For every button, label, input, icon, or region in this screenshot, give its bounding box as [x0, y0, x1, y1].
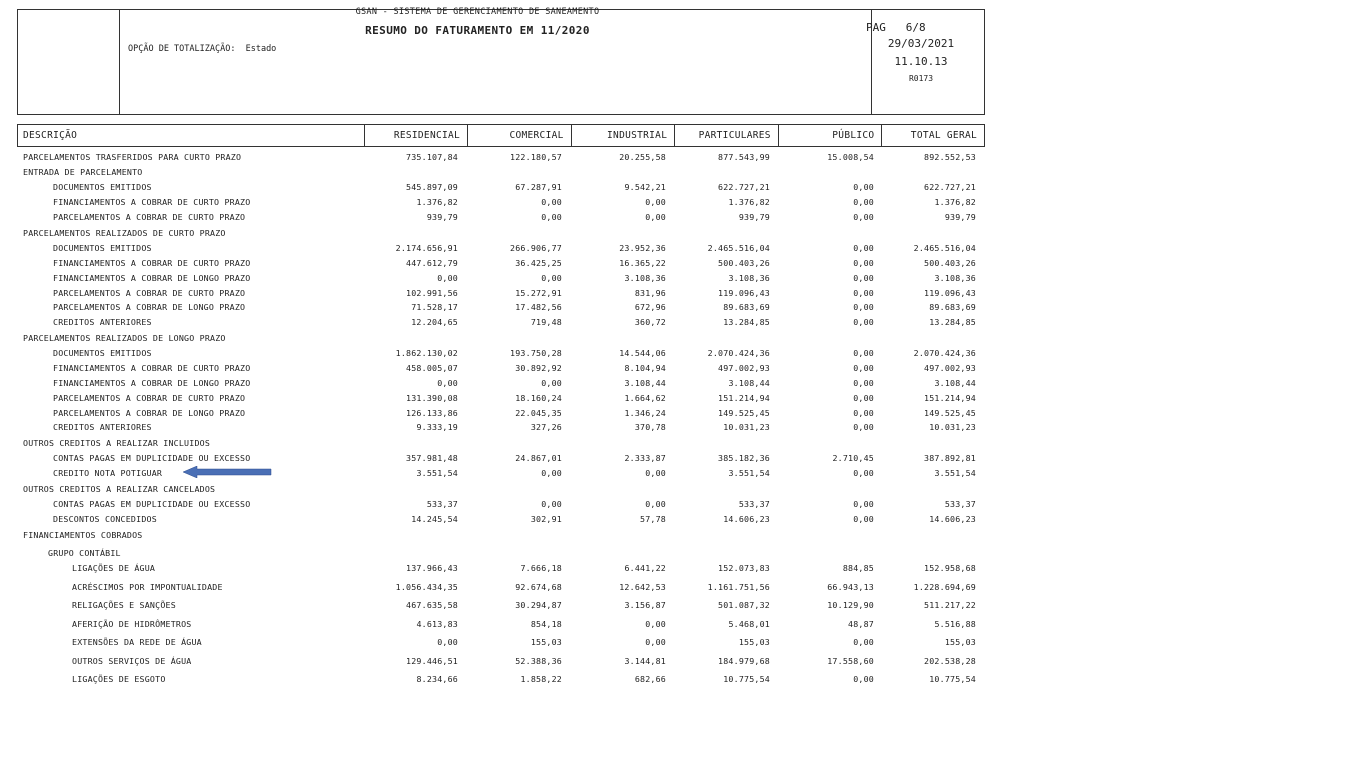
row-value: 14.245,54 — [411, 514, 458, 524]
row-value: 67.287,91 — [515, 182, 562, 192]
row-description: ENTRADA DE PARCELAMENTO — [23, 167, 143, 177]
table-header — [17, 124, 985, 147]
row-value: 3.108,36 — [934, 273, 976, 283]
row-value: 892.552,53 — [924, 152, 976, 162]
table-row — [17, 547, 985, 560]
row-value: 155,03 — [530, 637, 562, 647]
table-row — [17, 377, 985, 390]
table-row — [17, 151, 985, 164]
row-value: 0,00 — [853, 499, 874, 509]
row-value: 3.144,81 — [624, 656, 666, 666]
row-value: 89.683,69 — [929, 302, 976, 312]
row-value: 0,00 — [645, 499, 666, 509]
row-value: 0,00 — [853, 378, 874, 388]
row-value: 266.906,77 — [510, 243, 562, 253]
row-value: 119.096,43 — [718, 288, 770, 298]
row-description: CREDITO NOTA POTIGUAR — [53, 468, 163, 478]
row-description: AFERIÇÃO DE HIDRÔMETROS — [72, 619, 192, 629]
row-value: 0,00 — [853, 273, 874, 283]
row-value: 0,00 — [853, 182, 874, 192]
table-row — [17, 227, 985, 240]
totalization-option — [128, 44, 276, 54]
row-value: 151.214,94 — [718, 393, 770, 403]
row-description: DOCUMENTOS EMITIDOS — [53, 348, 152, 358]
table-row — [17, 655, 985, 668]
row-description: CONTAS PAGAS EM DUPLICIDADE OU EXCESSO — [53, 453, 251, 463]
row-value: 2.333,87 — [624, 453, 666, 463]
row-value: 36.425,25 — [515, 258, 562, 268]
table-row — [17, 407, 985, 420]
row-value: 10.031,23 — [723, 422, 770, 432]
row-value: 0,00 — [853, 408, 874, 418]
row-value: 22.045,35 — [515, 408, 562, 418]
row-value: 1.346,24 — [624, 408, 666, 418]
row-value: 71.528,17 — [411, 302, 458, 312]
row-value: 24.867,01 — [515, 453, 562, 463]
row-value: 57,78 — [640, 514, 666, 524]
col-descricao: DESCRIÇÃO — [23, 130, 78, 141]
row-value: 385.182,36 — [718, 453, 770, 463]
row-value: 467.635,58 — [406, 600, 458, 610]
row-value: 23.952,36 — [619, 243, 666, 253]
row-value: 854,18 — [530, 619, 562, 629]
row-description: OUTROS SERVIÇOS DE ÁGUA — [72, 656, 192, 666]
row-value: 533,37 — [426, 499, 458, 509]
report-date: 29/03/2021 — [887, 37, 955, 50]
row-value: 3.108,44 — [728, 378, 770, 388]
row-value: 0,00 — [853, 348, 874, 358]
row-description: FINANCIAMENTOS COBRADOS — [23, 530, 143, 540]
table-row — [17, 599, 985, 612]
row-description: PARCELAMENTOS A COBRAR DE CURTO PRAZO — [53, 393, 246, 403]
row-value: 48,87 — [848, 619, 874, 629]
col-total-geral: TOTAL GERAL — [881, 125, 984, 146]
row-value: 0,00 — [541, 378, 562, 388]
row-description: CONTAS PAGAS EM DUPLICIDADE OU EXCESSO — [53, 499, 251, 509]
row-value: 2.710,45 — [832, 453, 874, 463]
col-residencial: RESIDENCIAL — [364, 125, 467, 146]
row-value: 13.284,85 — [929, 317, 976, 327]
table-row — [17, 196, 985, 209]
table-row — [17, 498, 985, 511]
row-value: 20.255,58 — [619, 152, 666, 162]
row-value: 0,00 — [853, 258, 874, 268]
row-value: 30.294,87 — [515, 600, 562, 610]
row-value: 1.228.694,69 — [913, 582, 976, 592]
row-value: 0,00 — [437, 637, 458, 647]
row-description: FINANCIAMENTOS A COBRAR DE CURTO PRAZO — [53, 258, 251, 268]
row-value: 149.525,45 — [718, 408, 770, 418]
row-value: 0,00 — [645, 637, 666, 647]
row-value: 18.160,24 — [515, 393, 562, 403]
table-row — [17, 347, 985, 360]
row-value: 15.008,54 — [827, 152, 874, 162]
col-comercial: COMERCIAL — [467, 125, 571, 146]
table-row — [17, 272, 985, 285]
row-value: 6.441,22 — [624, 563, 666, 573]
table-row — [17, 581, 985, 594]
row-value: 0,00 — [853, 393, 874, 403]
row-description: CREDITOS ANTERIORES — [53, 317, 152, 327]
row-value: 126.133,86 — [406, 408, 458, 418]
row-value: 511.217,22 — [924, 600, 976, 610]
row-description: FINANCIAMENTOS A COBRAR DE CURTO PRAZO — [53, 197, 251, 207]
row-description: GRUPO CONTÁBIL — [48, 548, 121, 558]
row-value: 622.727,21 — [924, 182, 976, 192]
table-row — [17, 636, 985, 649]
row-value: 7.666,18 — [520, 563, 562, 573]
row-description: PARCELAMENTOS A COBRAR DE CURTO PRAZO — [53, 212, 246, 222]
row-value: 0,00 — [853, 302, 874, 312]
arrow-left-icon — [183, 466, 273, 478]
row-value: 1.376,82 — [416, 197, 458, 207]
row-value: 0,00 — [853, 422, 874, 432]
row-value: 1.376,82 — [934, 197, 976, 207]
table-row — [17, 467, 985, 480]
row-value: 719,48 — [530, 317, 562, 327]
row-description: PARCELAMENTOS REALIZADOS DE LONGO PRAZO — [23, 333, 226, 343]
table-row — [17, 316, 985, 329]
row-value: 131.390,08 — [406, 393, 458, 403]
row-description: PARCELAMENTOS TRASFERIDOS PARA CURTO PRAZO — [23, 152, 242, 162]
row-value: 0,00 — [541, 212, 562, 222]
table-row — [17, 513, 985, 526]
row-description: ACRÉSCIMOS POR IMPONTUALIDADE — [72, 582, 223, 592]
row-value: 387.892,81 — [924, 453, 976, 463]
table-row — [17, 483, 985, 496]
row-value: 2.174.656,91 — [395, 243, 458, 253]
row-description: CREDITOS ANTERIORES — [53, 422, 152, 432]
row-value: 0,00 — [645, 619, 666, 629]
row-value: 360,72 — [634, 317, 666, 327]
row-value: 939,79 — [738, 212, 770, 222]
row-value: 9.333,19 — [416, 422, 458, 432]
row-value: 14.544,06 — [619, 348, 666, 358]
row-value: 0,00 — [853, 288, 874, 298]
table-row — [17, 392, 985, 405]
row-value: 10.775,54 — [929, 674, 976, 684]
table-row — [17, 618, 985, 631]
row-value: 2.070.424,36 — [913, 348, 976, 358]
row-value: 12.642,53 — [619, 582, 666, 592]
row-description: OUTROS CREDITOS A REALIZAR CANCELADOS — [23, 484, 216, 494]
row-value: 370,78 — [634, 422, 666, 432]
table-row — [17, 421, 985, 434]
row-value: 327,26 — [530, 422, 562, 432]
row-value: 0,00 — [645, 468, 666, 478]
option-label: OPÇÃO DE TOTALIZAÇÃO: — [128, 44, 236, 54]
row-value: 0,00 — [645, 212, 666, 222]
row-value: 0,00 — [853, 212, 874, 222]
col-particulares: PARTICULARES — [674, 125, 778, 146]
row-value: 1.376,82 — [728, 197, 770, 207]
col-publico: PÚBLICO — [778, 125, 882, 146]
row-value: 497.002,93 — [924, 363, 976, 373]
row-value: 622.727,21 — [718, 182, 770, 192]
row-value: 184.979,68 — [718, 656, 770, 666]
table-row — [17, 211, 985, 224]
row-description: FINANCIAMENTOS A COBRAR DE CURTO PRAZO — [53, 363, 251, 373]
row-value: 533,37 — [944, 499, 976, 509]
row-description: PARCELAMENTOS A COBRAR DE CURTO PRAZO — [53, 288, 246, 298]
table-row — [17, 437, 985, 450]
col-industrial: INDUSTRIAL — [571, 125, 675, 146]
row-value: 0,00 — [853, 514, 874, 524]
row-value: 357.981,48 — [406, 453, 458, 463]
row-value: 155,03 — [944, 637, 976, 647]
row-value: 0,00 — [437, 273, 458, 283]
row-value: 8.234,66 — [416, 674, 458, 684]
row-value: 16.365,22 — [619, 258, 666, 268]
row-value: 877.543,99 — [718, 152, 770, 162]
row-description: FINANCIAMENTOS A COBRAR DE LONGO PRAZO — [53, 273, 251, 283]
row-value: 939,79 — [426, 212, 458, 222]
report-time: 11.10.13 — [894, 55, 948, 68]
row-value: 458.005,07 — [406, 363, 458, 373]
row-value: 151.214,94 — [924, 393, 976, 403]
table-row — [17, 362, 985, 375]
table-row — [17, 287, 985, 300]
row-value: 119.096,43 — [924, 288, 976, 298]
row-value: 0,00 — [645, 197, 666, 207]
row-value: 447.612,79 — [406, 258, 458, 268]
row-value: 15.272,91 — [515, 288, 562, 298]
row-value: 545.897,09 — [406, 182, 458, 192]
table-row — [17, 673, 985, 686]
row-description: PARCELAMENTOS A COBRAR DE LONGO PRAZO — [53, 408, 246, 418]
row-value: 0,00 — [853, 243, 874, 253]
row-value: 302,91 — [530, 514, 562, 524]
row-value: 152.073,83 — [718, 563, 770, 573]
row-value: 5.516,88 — [934, 619, 976, 629]
table-row — [17, 332, 985, 345]
row-value: 939,79 — [944, 212, 976, 222]
row-value: 1.862.130,02 — [395, 348, 458, 358]
row-value: 1.664,62 — [624, 393, 666, 403]
row-value: 0,00 — [437, 378, 458, 388]
row-value: 3.108,36 — [728, 273, 770, 283]
row-value: 14.606,23 — [723, 514, 770, 524]
row-value: 0,00 — [853, 637, 874, 647]
row-description: RELIGAÇÕES E SANÇÕES — [72, 600, 176, 610]
row-value: 500.403,26 — [924, 258, 976, 268]
row-value: 152.958,68 — [924, 563, 976, 573]
row-value: 0,00 — [541, 197, 562, 207]
row-value: 14.606,23 — [929, 514, 976, 524]
table-row — [17, 181, 985, 194]
row-value: 0,00 — [541, 273, 562, 283]
row-value: 149.525,45 — [924, 408, 976, 418]
row-value: 89.683,69 — [723, 302, 770, 312]
report-title: RESUMO DO FATURAMENTO EM 11/2020 — [365, 24, 590, 37]
row-value: 497.002,93 — [718, 363, 770, 373]
row-value: 3.551,54 — [416, 468, 458, 478]
row-value: 3.108,44 — [624, 378, 666, 388]
page-number: PAG 6/8 — [866, 21, 926, 34]
row-value: 92.674,68 — [515, 582, 562, 592]
row-value: 3.156,87 — [624, 600, 666, 610]
row-value: 3.108,44 — [934, 378, 976, 388]
row-value: 2.465.516,04 — [707, 243, 770, 253]
row-description: OUTROS CREDITOS A REALIZAR INCLUIDOS — [23, 438, 211, 448]
table-row — [17, 529, 985, 542]
row-value: 17.482,56 — [515, 302, 562, 312]
row-value: 202.538,28 — [924, 656, 976, 666]
row-description: EXTENSÕES DA REDE DE ÁGUA — [72, 637, 202, 647]
row-value: 2.465.516,04 — [913, 243, 976, 253]
row-description: FINANCIAMENTOS A COBRAR DE LONGO PRAZO — [53, 378, 251, 388]
row-value: 9.542,21 — [624, 182, 666, 192]
row-value: 0,00 — [853, 363, 874, 373]
row-value: 193.750,28 — [510, 348, 562, 358]
row-value: 10.031,23 — [929, 422, 976, 432]
row-description: DOCUMENTOS EMITIDOS — [53, 243, 152, 253]
row-value: 1.056.434,35 — [395, 582, 458, 592]
row-description: LIGAÇÕES DE ÁGUA — [72, 563, 156, 573]
row-value: 1.858,22 — [520, 674, 562, 684]
row-value: 3.551,54 — [934, 468, 976, 478]
row-value: 17.558,60 — [827, 656, 874, 666]
row-description: PARCELAMENTOS A COBRAR DE LONGO PRAZO — [53, 302, 246, 312]
table-row — [17, 257, 985, 270]
table-row — [17, 562, 985, 575]
row-value: 30.892,92 — [515, 363, 562, 373]
row-value: 129.446,51 — [406, 656, 458, 666]
report-code: R0173 — [908, 74, 934, 83]
row-value: 0,00 — [541, 499, 562, 509]
row-value: 155,03 — [738, 637, 770, 647]
option-value: Estado — [245, 44, 277, 54]
row-value: 4.613,83 — [416, 619, 458, 629]
row-value: 102.991,56 — [406, 288, 458, 298]
row-value: 3.108,36 — [624, 273, 666, 283]
row-description: DOCUMENTOS EMITIDOS — [53, 182, 152, 192]
row-value: 137.966,43 — [406, 563, 458, 573]
system-name: GSAN - SISTEMA DE GERENCIAMENTO DE SANEAMENTO — [355, 7, 600, 17]
row-value: 672,96 — [634, 302, 666, 312]
row-value: 682,66 — [634, 674, 666, 684]
row-description: DESCONTOS CONCEDIDOS — [53, 514, 157, 524]
row-value: 12.204,65 — [411, 317, 458, 327]
row-value: 501.087,32 — [718, 600, 770, 610]
row-value: 10.775,54 — [723, 674, 770, 684]
row-value: 500.403,26 — [718, 258, 770, 268]
row-description: PARCELAMENTOS REALIZADOS DE CURTO PRAZO — [23, 228, 226, 238]
row-value: 10.129,90 — [827, 600, 874, 610]
table-row — [17, 166, 985, 179]
table-row — [17, 301, 985, 314]
table-row — [17, 452, 985, 465]
row-value: 52.388,36 — [515, 656, 562, 666]
row-value: 2.070.424,36 — [707, 348, 770, 358]
row-value: 0,00 — [853, 317, 874, 327]
row-value: 8.104,94 — [624, 363, 666, 373]
row-value: 884,85 — [842, 563, 874, 573]
row-value: 3.551,54 — [728, 468, 770, 478]
row-value: 13.284,85 — [723, 317, 770, 327]
row-value: 1.161.751,56 — [707, 582, 770, 592]
row-description: LIGAÇÕES DE ESGOTO — [72, 674, 166, 684]
row-value: 735.107,84 — [406, 152, 458, 162]
row-value: 0,00 — [853, 468, 874, 478]
row-value: 122.180,57 — [510, 152, 562, 162]
row-value: 66.943,13 — [827, 582, 874, 592]
arrow-left-shape — [183, 466, 271, 478]
row-value: 831,96 — [634, 288, 666, 298]
row-value: 0,00 — [541, 468, 562, 478]
row-value: 0,00 — [853, 674, 874, 684]
row-value: 5.468,01 — [728, 619, 770, 629]
row-value: 533,37 — [738, 499, 770, 509]
table-row — [17, 242, 985, 255]
row-value: 0,00 — [853, 197, 874, 207]
